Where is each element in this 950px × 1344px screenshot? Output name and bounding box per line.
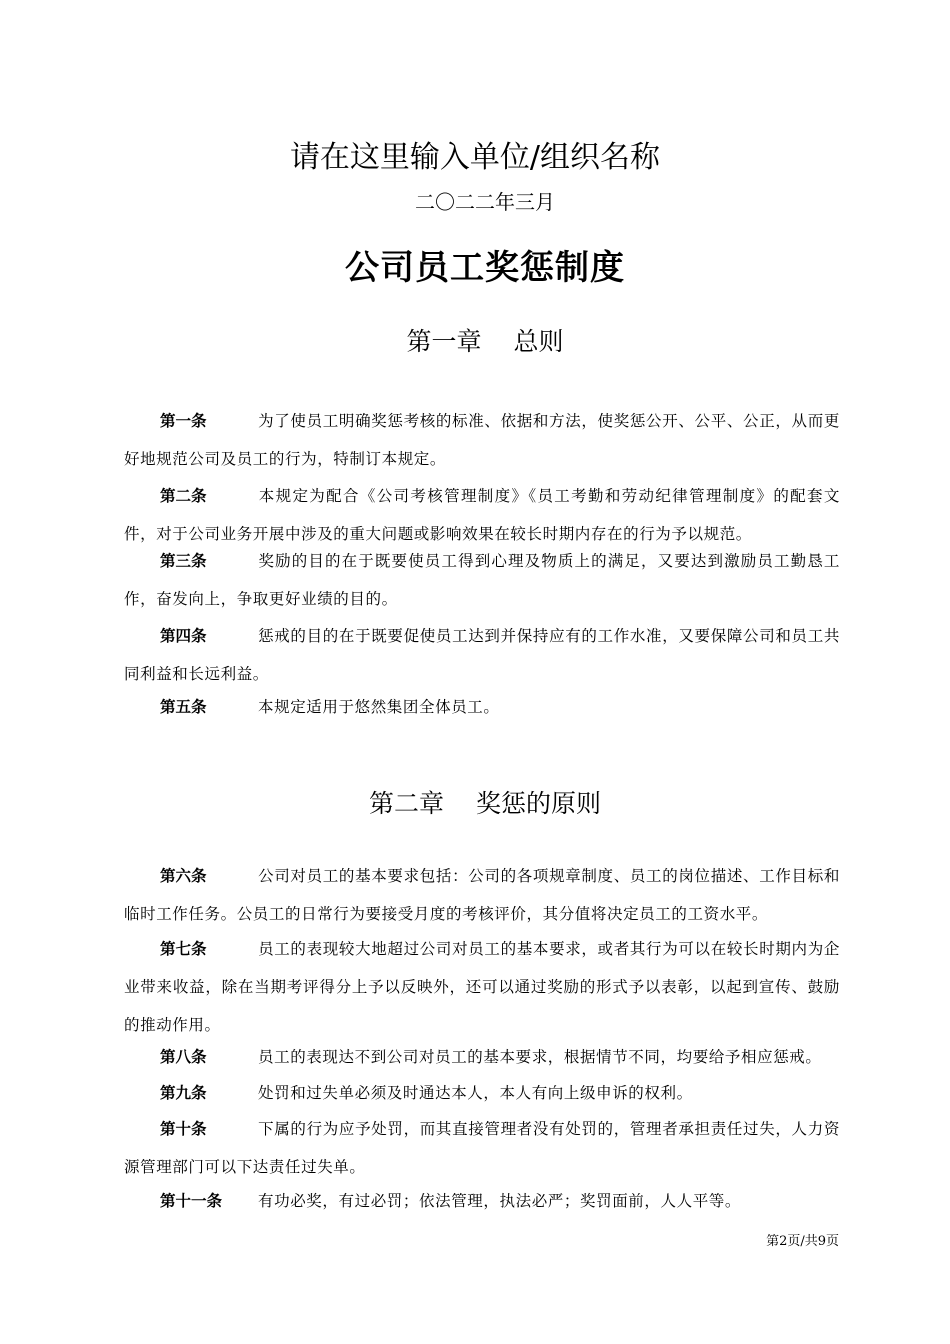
article-text: 有功必奖，有过必罚；依法管理，执法必严；奖罚面前，人人平等。 (258, 1192, 742, 1210)
organization-name: 请在这里输入单位/组织名称 (289, 140, 661, 175)
article-text: 下属的行为应予处罚，而其直接管理者没有处罚的，管理者承担责任过失，人力资源管理部门可以下达责任过失单。 (124, 1120, 840, 1176)
article-label: 第六条 (160, 867, 207, 885)
article-text: 本规定适用于悠然集团全体员工。 (258, 698, 500, 716)
article-3 (124, 542, 840, 618)
article-text: 惩戒的目的在于既要促使员工达到并保持应有的工作水准，又要保障公司和员工共同利益和长远利益。 (124, 627, 840, 683)
article-1 (124, 402, 840, 478)
article-9 (124, 1074, 840, 1112)
article-text: 为了使员工明确奖惩考核的标准、依据和方法，使奖惩公开、公平、公正，从而更好地规范公司及员工的行为，特制订本规定。 (124, 412, 840, 468)
article-label: 第十一条 (160, 1192, 223, 1210)
chapter-number: 第二章 (368, 789, 444, 818)
article-6 (124, 857, 840, 933)
chapter-name: 奖惩的原则 (476, 789, 602, 818)
article-11 (124, 1182, 840, 1220)
article-10 (124, 1110, 840, 1186)
article-4 (124, 617, 840, 693)
article-label: 第七条 (160, 940, 207, 958)
article-5 (124, 688, 840, 726)
article-text: 员工的表现较大地超过公司对员工的基本要求，或者其行为可以在较长时期内为企业带来收益，除在当期考评得分上予以反映外，还可以通过奖励的形式予以表彰，以起到宣传、鼓励的推动作用。 (124, 940, 840, 1034)
article-text: 奖励的目的在于既要使员工得到心理及物质上的满足，又要达到激励员工勤恳工作，奋发向上，争取更好业绩的目的。 (124, 552, 840, 608)
chapter-number: 第一章 (406, 327, 482, 356)
article-label: 第十条 (160, 1120, 207, 1138)
article-label: 第九条 (160, 1084, 207, 1102)
article-7 (124, 930, 840, 1044)
article-label: 第五条 (160, 698, 207, 716)
article-label: 第四条 (160, 627, 207, 645)
article-text: 本规定为配合《公司考核管理制度》《员工考勤和劳动纪律管理制度》的配套文件，对于公司业务开展中涉及的重大问题或影响效果在较长时期内存在的行为予以规范。 (124, 487, 840, 543)
chapter-name: 总则 (513, 327, 564, 356)
article-8 (124, 1038, 840, 1076)
article-text: 员工的表现达不到公司对员工的基本要求，根据情节不同，均要给予相应惩戒。 (258, 1048, 822, 1066)
page-number: 第2页/共9页 (766, 1234, 839, 1249)
article-label: 第三条 (160, 552, 207, 570)
article-text: 处罚和过失单必须及时通达本人，本人有向上级申诉的权利。 (258, 1084, 693, 1102)
article-text: 公司对员工的基本要求包括：公司的各项规章制度、员工的岗位描述、工作目标和临时工作任务。公员工的日常行为要接受月度的考核评价，其分值将决定员工的工资水平。 (124, 867, 840, 923)
document-date: 二〇二二年三月 (415, 190, 555, 214)
article-label: 第二条 (160, 487, 207, 505)
document-title: 公司员工奖惩制度 (345, 248, 625, 288)
article-label: 第八条 (160, 1048, 207, 1066)
chapter-2-heading (0, 784, 950, 820)
chapter-1-heading (0, 322, 950, 358)
article-label: 第一条 (160, 412, 207, 430)
